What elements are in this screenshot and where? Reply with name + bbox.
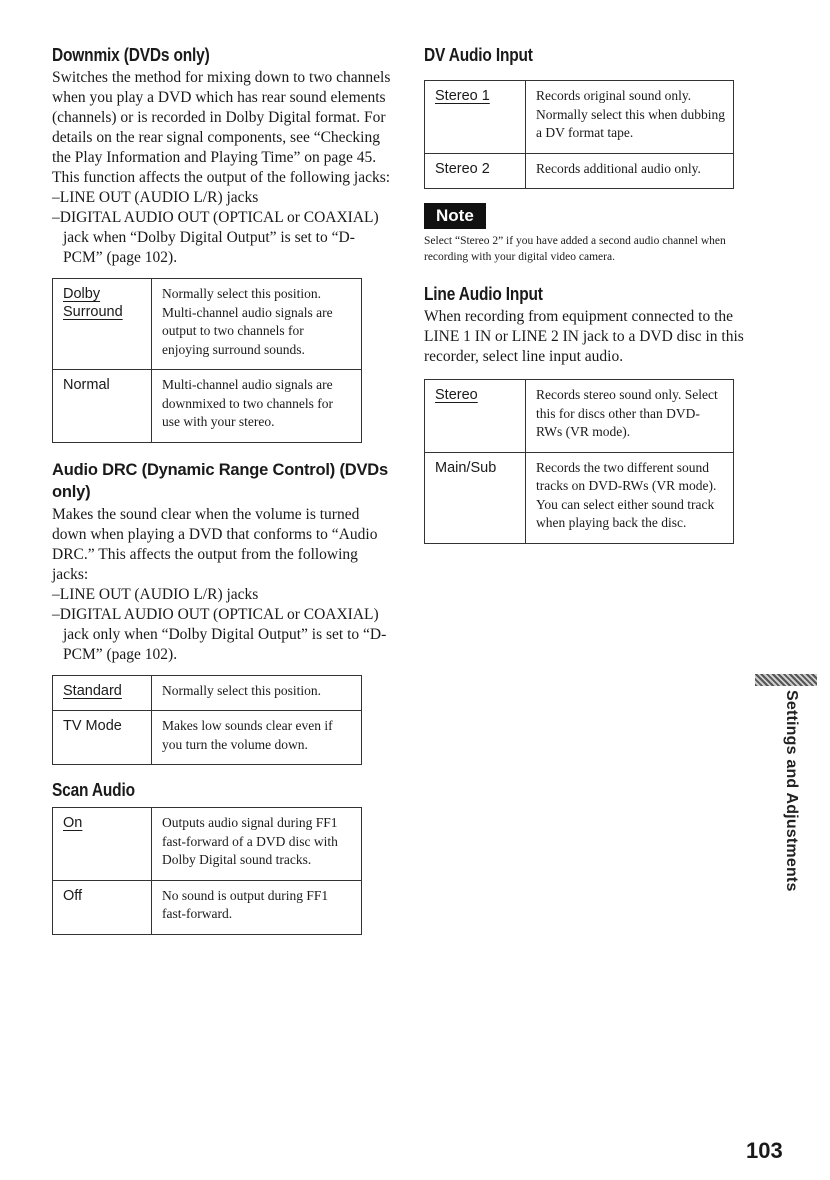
option-description: Outputs audio signal during FF1 fast-forward of a DVD disc with Dolby Digital sound tracks. [152, 808, 362, 881]
scan-audio-options-table [52, 807, 362, 935]
table-row [53, 808, 362, 881]
option-description: Records the two different sound tracks on DVD-RWs (VR mode). You can select either sound track when playing back the disc. [526, 452, 734, 543]
option-description: No sound is output during FF1 fast-forward. [152, 880, 362, 934]
option-off: Off [53, 880, 152, 934]
audio-drc-jack-item: –LINE OUT (AUDIO L/R) jacks [52, 585, 259, 603]
option-description: Normally select this position. Multi-channel audio signals are output to two channels for enjoying surround sounds. [152, 279, 362, 370]
table-row [53, 711, 362, 765]
section-tab-marker [755, 674, 817, 686]
table-row [425, 153, 734, 189]
left-column [52, 44, 392, 935]
table-row [425, 81, 734, 154]
downmix-options-table [52, 278, 362, 443]
scan-audio-heading: Scan Audio [52, 780, 135, 800]
dv-audio-input-heading: DV Audio Input [424, 45, 533, 65]
downmix-section [52, 44, 392, 443]
option-main-sub: Main/Sub [425, 452, 526, 543]
audio-drc-jack-list [52, 585, 392, 665]
table-row [53, 675, 362, 711]
option-tv-mode: TV Mode [53, 711, 152, 765]
table-row [53, 880, 362, 934]
option-description: Multi-channel audio signals are downmixed to two channels for use with your stereo. [152, 370, 362, 443]
option-description: Makes low sounds clear even if you turn the volume down. [152, 711, 362, 765]
note-badge: Note [424, 203, 486, 229]
option-standard: Standard [53, 675, 152, 711]
option-description: Records original sound only. Normally select this when dubbing a DV format tape. [526, 81, 734, 154]
audio-drc-heading: Audio DRC (Dynamic Range Control) (DVDs only) [52, 460, 388, 501]
option-description: Records stereo sound only. Select this for discs other than DVD-RWs (VR mode). [526, 380, 734, 453]
downmix-body: Switches the method for mixing down to two channels when you play a DVD which has rear sound elements (channels) or is recorded in Dolby Digital format. For details on the rear signal components, see “Checking the Play Information and Playing Time” on page 45. This function affects the output of the following jacks: [52, 69, 391, 186]
downmix-jack-item: –LINE OUT (AUDIO L/R) jacks [52, 189, 259, 206]
right-column [424, 44, 764, 544]
option-description: Records additional audio only. [526, 153, 734, 189]
option-stereo-2: Stereo 2 [425, 153, 526, 189]
option-stereo-1: Stereo 1 [425, 81, 526, 154]
table-row [53, 370, 362, 443]
table-row [425, 380, 734, 453]
audio-drc-section [52, 459, 392, 766]
option-dolby-surround: Dolby Surround [53, 279, 152, 370]
table-row [425, 452, 734, 543]
option-normal: Normal [53, 370, 152, 443]
dv-audio-input-options-table [424, 80, 734, 189]
dv-audio-input-section [424, 44, 764, 189]
page-number: 103 [746, 1138, 783, 1163]
line-audio-input-body: When recording from equipment connected to the LINE 1 IN or LINE 2 IN jack to a DVD disc in this recorder, select line input audio. [424, 308, 744, 365]
downmix-jack-item: –DIGITAL AUDIO OUT (OPTICAL or COAXIAL) jack when “Dolby Digital Output” is set to “D-PCM” (page 102). [52, 209, 379, 266]
line-audio-input-heading: Line Audio Input [424, 284, 543, 304]
option-stereo: Stereo [425, 380, 526, 453]
line-audio-input-section [424, 283, 764, 544]
downmix-jack-list [52, 188, 392, 268]
audio-drc-jack-item: –DIGITAL AUDIO OUT (OPTICAL or COAXIAL) jack only when “Dolby Digital Output” is set to “D-PCM” (page 102). [52, 605, 387, 663]
section-tab-label: Settings and Adjustments [783, 690, 800, 892]
audio-drc-options-table [52, 675, 362, 766]
scan-audio-section [52, 779, 392, 935]
option-on: On [53, 808, 152, 881]
table-row [53, 279, 362, 370]
line-audio-input-options-table [424, 379, 734, 544]
option-description: Normally select this position. [152, 675, 362, 711]
note-text: Select “Stereo 2” if you have added a second audio channel when recording with your digital video camera. [424, 235, 726, 263]
downmix-heading: Downmix (DVDs only) [52, 45, 210, 65]
audio-drc-body: Makes the sound clear when the volume is turned down when playing a DVD that conforms to “Audio DRC.” This affects the output from the following jacks: [52, 505, 378, 583]
note-block [424, 189, 764, 265]
